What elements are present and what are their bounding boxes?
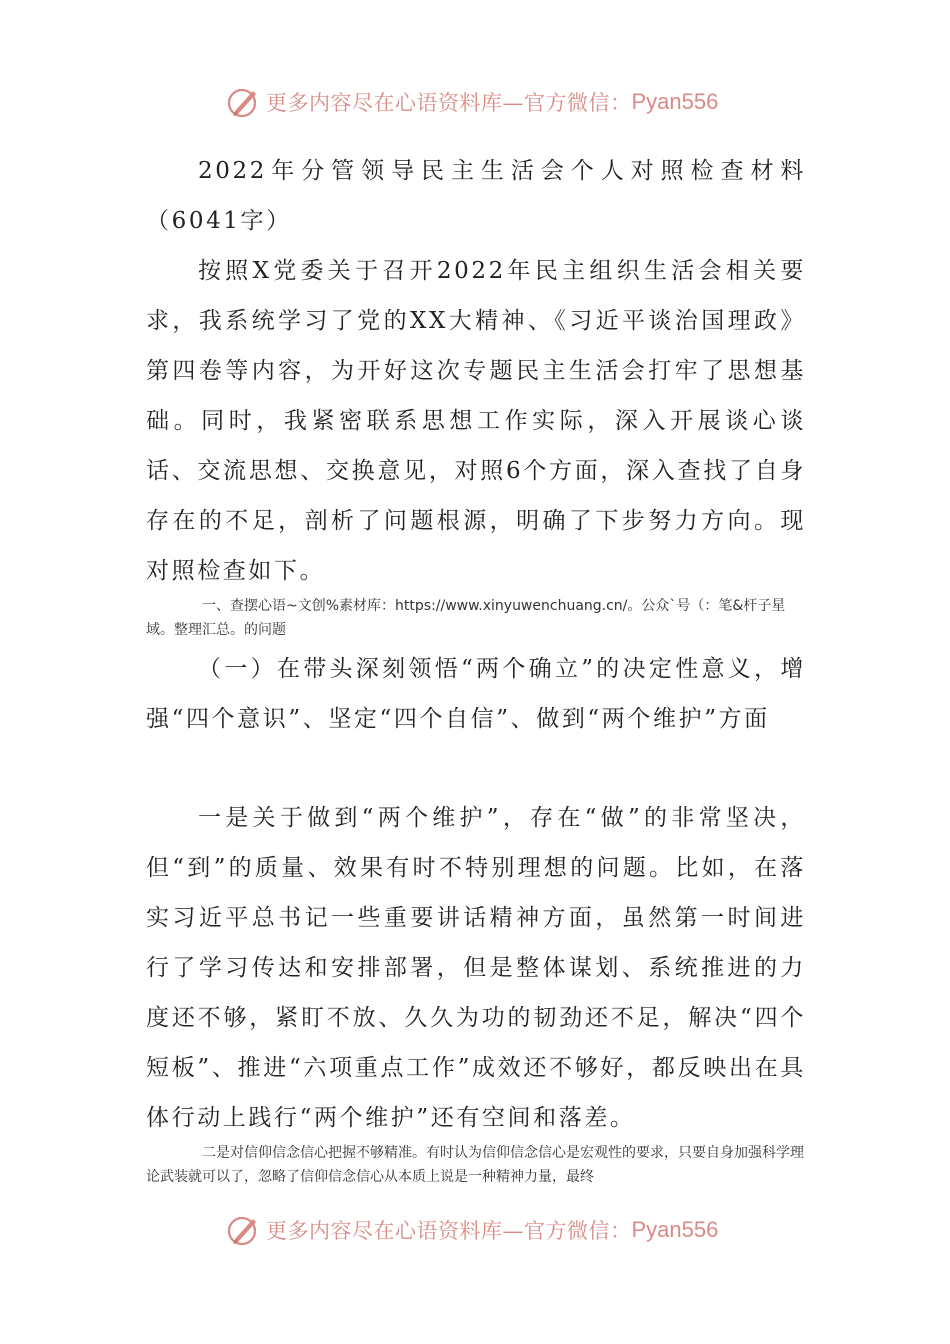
subsection-one-heading: （一）在带头深刻领悟“两个确立”的决定性意义，增强“四个意识”、坚定“四个自信”、做到“两个维护”方面 [146,656,806,732]
watermark-wechat-id: Pyan556 [631,89,719,114]
document-title: 2022年分管领导民主生活会个人对照检查材料（6041字） [146,158,806,234]
watermark-header [226,82,718,122]
watermark-wechat-id: Pyan556 [631,1217,719,1242]
point-two-paragraph: 二是对信仰信念信心把握不够精准。有时认为信仰信念信心是宏观性的要求，只要自身加强科学理论武装就可以了，忽略了信仰信念信心从本质上说是一种精神力量，最终 [146,1145,804,1185]
pen-logo-icon [226,1212,262,1248]
watermark-text: 更多内容尽在心语资料库—官方微信： [266,1219,632,1243]
intro-paragraph: 按照X党委关于召开2022年民主组织生活会相关要求，我系统学习了党的XX大精神、《习近平谈治国理政》第四卷等内容，为开好这次专题民主生活会打牢了思想基础。同时，我紧密联系思想工作实际，深入开展谈心谈话、交流思想、交换意见，对照6个方面，深入查找了自身存在的不足，剖析了问题根源，明确了下步努力方向。现对照检查如下。 [146,258,806,584]
pen-logo-icon [226,84,262,120]
watermark-footer [226,1210,718,1250]
section-one-heading: 一、查摆心语~文创%素材库：https://www.xinyuwenchuang.cn/。公众`号（：笔&杆子星域。整理汇总。的问题 [146,598,786,638]
watermark-text: 更多内容尽在心语资料库—官方微信： [266,91,632,115]
point-one-paragraph: 一是关于做到“两个维护”，存在“做”的非常坚决，但“到”的质量、效果有时不特别理想的问题。比如，在落实习近平总书记一些重要讲话精神方面，虽然第一时间进行了学习传达和安排部署，但是整体谋划、系统推进的力度还不够，紧盯不放、久久为功的韧劲还不足，解决“四个短板”、推进“六项重点工作”成效还不够好，都反映出在具体行动上践行“两个维护”还有空间和落差。 [146,805,806,1131]
